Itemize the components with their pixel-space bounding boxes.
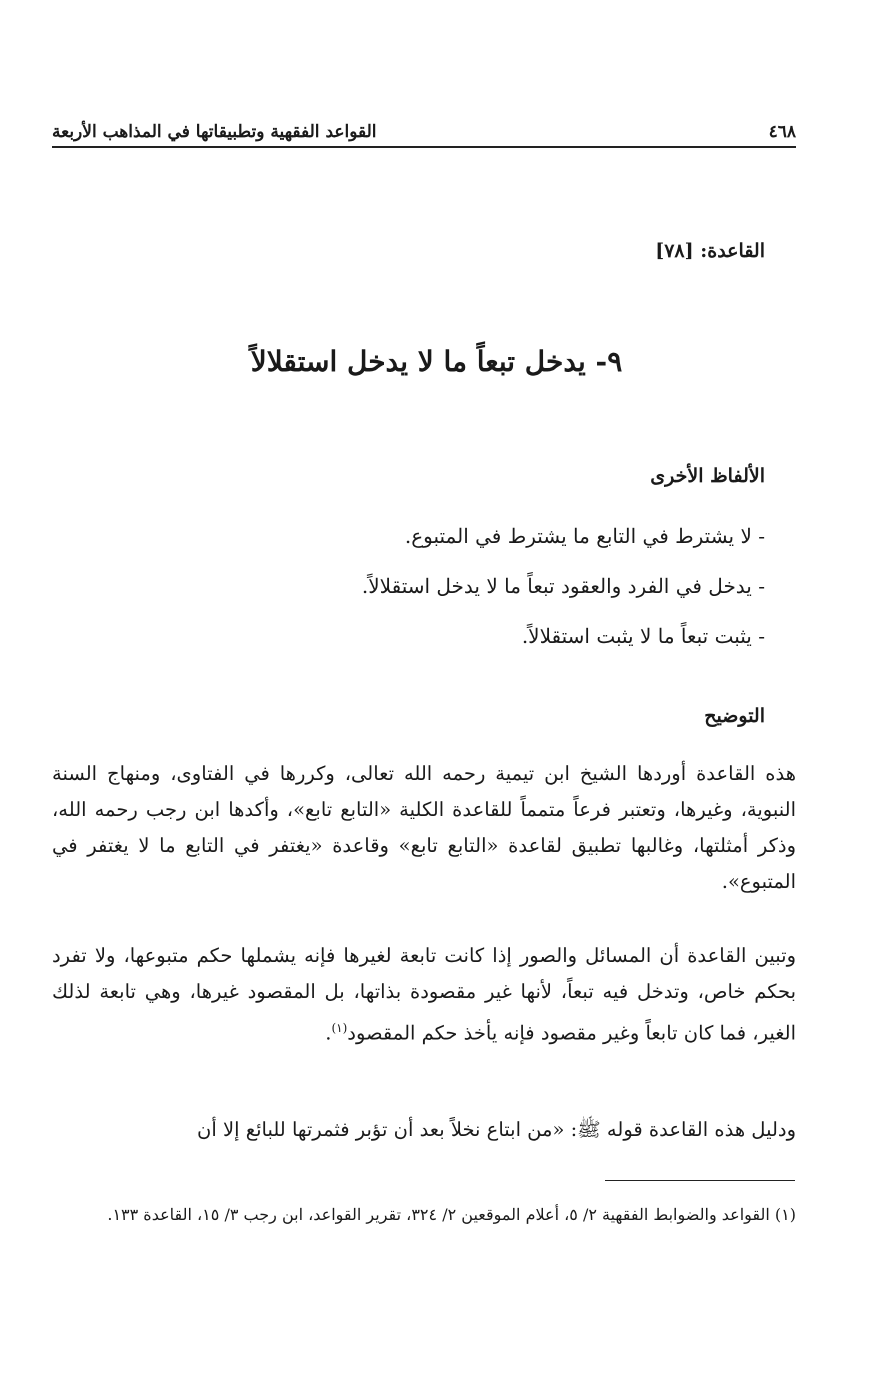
footnote-reference[interactable]: (١) (331, 1021, 348, 1035)
other-wordings-list (105, 515, 765, 665)
list-item: - يثبت تبعاً ما لا يثبت استقلالاً. (521, 624, 765, 648)
list-item: - لا يشترط في التابع ما يشترط في المتبوع. (404, 524, 765, 548)
footnote: (١) القواعد والضوابط الفقهية ٢/ ٥، أعلام الموقعين ٢/ ٣٢٤، تقرير القواعد، ابن رجب ٣/ ١٥، القاعدة ١٣٣. (107, 1205, 796, 1224)
explanation-paragraph-1: هذه القاعدة أوردها الشيخ ابن تيمية رحمه الله تعالى، وكررها في الفتاوى، ومنهاج السنة النبوية، وغيرها، وتعتبر فرعاً متمماً للقاعدة الكلية «التابع تابع»، وأكدها ابن رجب رحمه الله، وذكر أمثلتها، وغالبها تطبيق لقاعدة «التابع تابع» وقاعدة «يغتفر في التابع ما لا يغتفر في المتبوع». (52, 762, 796, 893)
header-divider (52, 146, 796, 148)
paragraph-text: وتبين القاعدة أن المسائل والصور إذا كانت تابعة لغيرها فإنه يشملها حكم متبوعها، ولا تفرد بحكم خاص، وتدخل فيه تبعاً، لأنها غير مقصودة بذاتها، بل المقصود غيرها، وهي تابعة لذلك الغير، فما كان تابعاً وغير مقصود فإنه يأخذ حكم المقصود (52, 944, 796, 1045)
running-header (52, 112, 796, 142)
explanation-paragraph-2 (52, 938, 796, 1052)
page-number: ٤٦٨ (768, 122, 796, 142)
paragraph-end: . (325, 1021, 332, 1045)
rule-number-label: القاعدة: [٧٨] (655, 240, 765, 262)
rule-title: ٩- يدخل تبعاً ما لا يدخل استقلالاً (250, 345, 623, 378)
book-title: القواعد الفقهية وتطبيقاتها في المذاهب الأربعة (52, 122, 377, 142)
explanation-paragraph-3: ودليل هذه القاعدة قوله ﷺ: «من ابتاع نخلاً بعد أن تؤبر فثمرتها للبائع إلا أن (197, 1118, 796, 1141)
list-item: - يدخل في الفرد والعقود تبعاً ما لا يدخل استقلالاً. (361, 574, 765, 598)
explanation-heading: التوضيح (704, 705, 765, 727)
footnote-divider (605, 1180, 795, 1181)
other-wordings-heading: الألفاظ الأخرى (650, 465, 765, 487)
